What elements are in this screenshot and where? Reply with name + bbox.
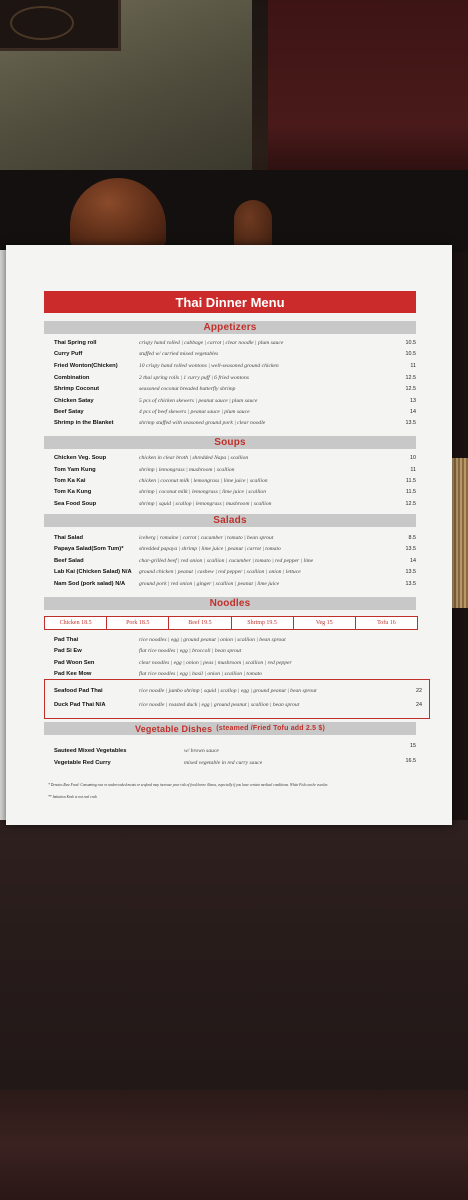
item-price: 11 [410, 467, 416, 473]
menu-item [0, 533, 468, 543]
item-desc: rice noodle | jumbo shrimp | squid | scallop | egg | ground peanut | bean sprout [139, 688, 317, 694]
specials-box [44, 679, 430, 719]
item-desc: crispy hand rolled | cabbage | carrot | clear noodle | plum sauce [139, 340, 284, 346]
section-title: Vegetable Dishes [134, 723, 213, 734]
menu-item [0, 686, 468, 696]
menu-item [0, 669, 468, 679]
section-salads [44, 514, 416, 527]
menu-title: Thai Dinner Menu [175, 294, 285, 310]
item-price: 12.5 [405, 386, 416, 392]
menu-item [0, 499, 468, 509]
item-name: Vegetable Red Curry [54, 760, 111, 766]
booth-seat [268, 0, 468, 178]
section-noodles [44, 597, 416, 610]
item-desc: ground pork | red onion | ginger | scallion | peanut | lime juice [139, 581, 280, 587]
section-appetizers [44, 321, 416, 334]
menu-item [0, 758, 468, 768]
item-price: 13.5 [405, 569, 416, 575]
item-price: 12.5 [405, 501, 416, 507]
section-title: Salads [213, 515, 247, 526]
item-price: 14 [410, 409, 416, 415]
menu-item [0, 373, 468, 383]
footnote-krab: ** Imitation Krab is not real crab [48, 795, 97, 799]
item-name: Fried Wonton(Chicken) [54, 363, 118, 369]
noodle-option: Tofu 16 [377, 620, 396, 626]
item-name: Sea Food Soup [54, 501, 97, 507]
item-name: Beef Satay [54, 409, 84, 415]
item-name: Chicken Veg. Soup [54, 455, 107, 461]
item-desc: flat rice noodles | egg | basil | onion | scallion | tomato [139, 671, 262, 677]
item-name: Pad Si Ew [54, 648, 82, 654]
item-name: Curry Puff [54, 351, 83, 357]
item-name: Pad Woon Sen [54, 660, 95, 666]
item-price: 11.5 [405, 489, 416, 495]
item-name: Duck Pad Thai N/A [54, 702, 106, 708]
vase-small [234, 200, 272, 250]
menu-item [0, 453, 468, 463]
item-name: Shrimp in the Blanket [54, 420, 114, 426]
item-name: Sauteed Mixed Vegetables [54, 748, 127, 754]
item-price: 10.5 [405, 351, 416, 357]
section-title: Appetizers [203, 322, 257, 333]
menu-item [0, 465, 468, 475]
item-desc: chicken in clear broth | shredded Napa | scallion [139, 455, 249, 461]
wall-art [0, 0, 121, 51]
item-name: Tom Ka Kai [54, 478, 86, 484]
item-price: 13.5 [405, 581, 416, 587]
item-name: Shrimp Coconut [54, 386, 100, 392]
item-desc: w/ brown sauce [184, 748, 219, 754]
menu-item [0, 743, 468, 756]
item-desc: 10 crispy hand rolled wontons | well-seasoned ground chicken [139, 363, 279, 369]
menu-item [0, 567, 468, 577]
item-price: 13.5 [405, 546, 416, 552]
item-name: Nam Sod (pork salad) N/A [54, 581, 126, 587]
item-desc: 5 pcs of chicken skewers | peanut sauce | plum sauce [139, 398, 258, 404]
item-price: 14 [410, 558, 416, 564]
item-desc: 2 thai spring rolls | 1 curry puff | 6 fried wontons [139, 375, 249, 381]
item-price: 15 [410, 743, 416, 749]
noodle-protein-options [44, 616, 418, 630]
menu-item [0, 579, 468, 589]
item-desc: 4 pcs of beef skewers | peanut sauce | plum sauce [139, 409, 250, 415]
menu-item [0, 384, 468, 394]
item-desc: ground chicken | peanut | cashew | red pepper | scallion | onion | lettuce [139, 569, 301, 575]
section-vegetable [44, 722, 416, 735]
menu-title-bar [44, 291, 416, 313]
menu-item [0, 361, 468, 371]
item-desc: rice noodles | egg | ground peanut | onion | scallion | bean sprout [139, 637, 286, 643]
item-price: 12.5 [405, 375, 416, 381]
noodle-option: Veg 15 [294, 617, 356, 629]
item-desc: shrimp | squid | scallop | lemongrass | mushroom | scallion [139, 501, 272, 507]
menu-item [0, 700, 468, 710]
item-desc: flat rice noodles | egg | broccoli | bean sprout [139, 648, 242, 654]
menu-item [0, 646, 468, 656]
item-name: Tom Yam Kung [54, 467, 96, 473]
item-name: Pad Thai [54, 637, 79, 643]
item-desc: rice noodle | roasted duck | egg | ground peanut | scallion | bean sprout [139, 702, 300, 708]
menu-item [0, 556, 468, 566]
section-note: (steamed /Fried Tofu add 2.5 $) [216, 725, 325, 732]
item-desc: mixed vegetable in red curry sauce [184, 760, 263, 766]
section-title: Soups [214, 437, 246, 448]
noodle-option: Chicken 18.5 [45, 617, 107, 629]
item-name: Beef Salad [54, 558, 84, 564]
footnote-raw-food: * Denotes Raw Food: Consuming raw or undercooked meats or seafood may increase your risk of food borne illness, especially if you have certain medical conditions. White Fish can be escolar. [48, 783, 328, 787]
item-desc: stuffed w/ curried mixed vegetables [139, 351, 219, 357]
item-name: Papaya Salad(Som Tum)* [54, 546, 124, 552]
item-price: 24 [416, 702, 422, 708]
noodle-option: Shrimp 19.5 [232, 617, 294, 629]
item-price: 16.5 [405, 758, 416, 764]
item-name: Combination [54, 375, 90, 381]
section-title: Noodles [209, 598, 251, 609]
item-price: 11.5 [405, 478, 416, 484]
menu-item [0, 418, 468, 428]
section-soups [44, 436, 416, 449]
menu-item [0, 658, 468, 668]
menu-item [0, 396, 468, 406]
item-price: 22 [416, 688, 422, 694]
item-desc: shrimp | coconut milk | lemongrass | lime juice | scallion [139, 489, 267, 495]
menu-item [0, 338, 468, 348]
item-name: Thai Spring roll [54, 340, 97, 346]
menu-item [0, 487, 468, 497]
item-price: 10.5 [405, 340, 416, 346]
menu-item [0, 407, 468, 417]
item-desc: clear noodles | egg | onion | peas | mushroom | scallion | red pepper [139, 660, 292, 666]
item-price: 10 [410, 455, 416, 461]
item-name: Thai Salad [54, 535, 83, 541]
menu-item [0, 476, 468, 486]
item-name: Seafood Pad Thai [54, 688, 103, 694]
item-name: Tom Ka Kung [54, 489, 92, 495]
menu-item [0, 349, 468, 359]
item-price: 13 [410, 398, 416, 404]
item-desc: shrimp | lemongrass | mushroom | scallion [139, 467, 235, 473]
table-edge [0, 1090, 468, 1200]
item-desc: chicken | coconut milk | lemongrass | lime juice | scallion [139, 478, 268, 484]
item-price: 13.5 [405, 420, 416, 426]
menu-item [0, 544, 468, 554]
item-desc: char-grilled beef | red onion | scallion | cucumber | tomato | red pepper | lime [139, 558, 314, 564]
item-desc: iceberg | romaine | carrot | cucumber | tomato | bean sprout [139, 535, 274, 541]
item-name: Pad Kee Mow [54, 671, 92, 677]
item-name: Chicken Satay [54, 398, 94, 404]
item-name: Lab Kai (Chicken Salad) N/A [54, 569, 132, 575]
item-price: 11 [410, 363, 416, 369]
noodle-option: Beef 19.5 [169, 617, 231, 629]
item-desc: shredded papaya | shrimp | lime juice | peanut | carrot | tomato [139, 546, 281, 552]
item-desc: seasoned coconut breaded butterfly shrimp [139, 386, 236, 392]
item-desc: shrimp stuffed with seasoned ground pork | clear noodle [139, 420, 266, 426]
item-price: 8.5 [408, 535, 416, 541]
menu-item [0, 635, 468, 645]
noodle-option: Pork 18.5 [107, 617, 169, 629]
